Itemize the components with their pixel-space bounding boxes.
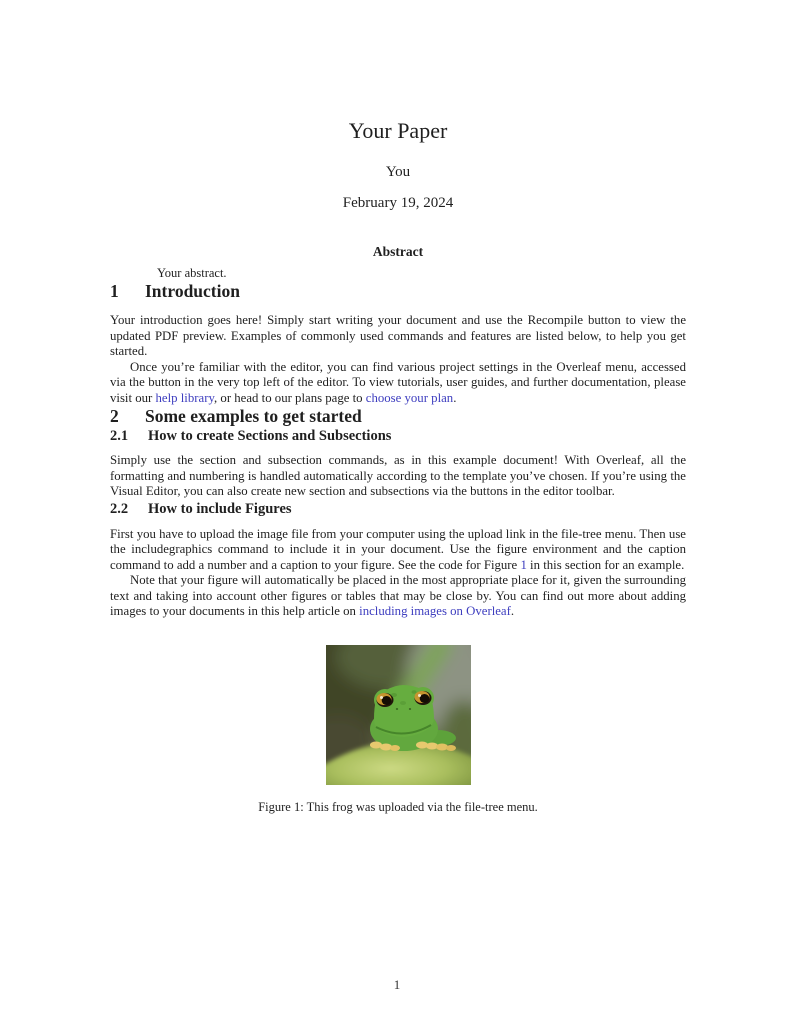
sections-paragraph: Simply use the section and subsection commands, as in this example document! With Overleaf, all the formatting and numbering is handled automatically according to the template you’ve chosen. If you’re using the Visual Editor, you can also create new section and subsections via the buttons in the editor toolbar. xyxy=(110,453,686,498)
page-number: 1 xyxy=(393,977,401,992)
subsection-2-1-title: How to create Sections and Subsections xyxy=(148,428,392,444)
intro-paragraph-1: Your introduction goes here! Simply start writing your document and use the Recompile button to view the updated PDF preview. Examples of commonly used commands and features are listed below, to help you get started. xyxy=(110,313,686,358)
abstract-text: Your abstract. xyxy=(157,266,227,280)
intro-paragraph-2 xyxy=(110,360,686,407)
author: You xyxy=(385,164,411,180)
section-2-number: 2 xyxy=(110,406,119,426)
subsection-2-2-number: 2.2 xyxy=(110,500,129,517)
section-1-heading xyxy=(110,281,686,302)
figure-caption: Figure 1: This frog was uploaded via the file-tree menu. xyxy=(258,799,538,814)
intro-p2-text: Once you’re familiar with the editor, you can find various project settings in the Overleaf menu, accessed via the button in the very top left of the editor. To view tutorials, user guides, and further documentation, please visit our xyxy=(110,359,686,405)
subsection-2-2-title: How to include Figures xyxy=(148,500,292,517)
subsection-2-1-number: 2.1 xyxy=(110,428,129,444)
figure-1 xyxy=(110,645,686,815)
figures-p1-text-end: in this section for an example. xyxy=(526,557,685,572)
choose-your-plan-link[interactable]: choose your plan xyxy=(365,390,454,405)
abstract-heading: Abstract xyxy=(372,244,424,259)
help-library-link[interactable]: help library xyxy=(155,390,215,405)
section-2-title: Some examples to get started xyxy=(145,406,362,426)
including-images-link[interactable]: including images on Overleaf xyxy=(359,604,511,618)
frog-image xyxy=(326,645,471,785)
document-page xyxy=(110,0,686,815)
subsection-2-1-heading xyxy=(110,427,686,445)
figures-p1-text: First you have to upload the image file from your computer using the upload link in the file-tree menu. Then use the includegraphics command to include it in your document. Use the figure environment and the caption command to add a number and a caption to your figure. See the code for Figure xyxy=(110,526,686,572)
intro-p2-text-mid: , or head to our plans page to xyxy=(214,390,366,405)
section-2-heading xyxy=(110,406,686,427)
subsection-2-2-heading xyxy=(110,500,686,518)
figure-1-reference-link[interactable]: 1 xyxy=(520,557,527,572)
section-1-number: 1 xyxy=(110,281,119,301)
intro-p2-text-end: . xyxy=(453,390,457,405)
figures-p2-text: Note that your figure will automatically be placed in the most appropriate place for it, given the surrounding text and taking into account other figures or tables that may be close by. You can find out more about adding images to your documents in this help article on xyxy=(110,573,686,618)
page-title: Your Paper xyxy=(348,118,448,143)
figures-paragraph-1 xyxy=(110,527,686,574)
figures-p2-text-end: . xyxy=(510,604,515,618)
section-1-title: Introduction xyxy=(145,281,240,301)
figures-paragraph-2 xyxy=(110,573,686,620)
date: February 19, 2024 xyxy=(342,195,454,211)
